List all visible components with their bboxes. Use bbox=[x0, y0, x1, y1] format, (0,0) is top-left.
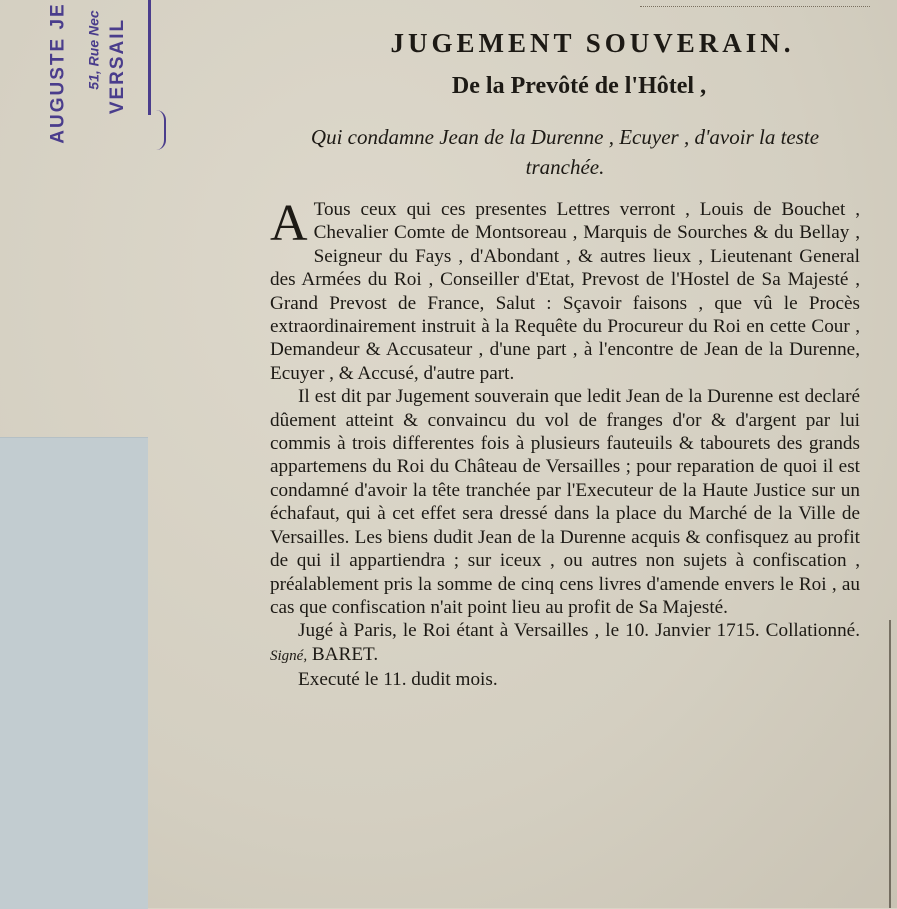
judged-text: Jugé à Paris, le Roi étant à Versailles , le 10. Janvier 1715. Collationné. bbox=[298, 620, 860, 642]
document-description: Qui condamne Jean de la Durenne , Ecuyer , d'avoir la teste tranchée. bbox=[310, 125, 820, 179]
stamp-line-2: 51, Rue Nec bbox=[85, 10, 102, 90]
judgement-date-line bbox=[270, 619, 860, 668]
document-subtitle: De la Prevôté de l'Hôtel , bbox=[451, 73, 707, 99]
document-body bbox=[270, 195, 860, 692]
stamp-line-3: VERSAIL bbox=[107, 17, 129, 115]
paragraph-1 bbox=[270, 195, 860, 385]
signer-name: BARET. bbox=[311, 643, 379, 665]
signed-label: Signé, bbox=[270, 647, 308, 664]
paragraph-2: Il est dit par Jugement souverain que ledit Jean de la Durenne est declaré dûement atteint & convaincu du vol de franges d'or & d'argent par lui commis à trois differentes fois à plusieurs fauteuils & tabourets des grands appartemens du Roi du Château de Versailles ; pour reparation de quoi il est condamné d'avoir la tête tranchée par l'Executeur de la Haute Justice sur un échafaut, qui à cet effet sera dressé dans la place du Marché de la Ville de Versailles. Les biens dudit Jean de la Durenne acquis & confisquez au profit de qui il appartiendra ; sur iceux , ou autres non sujets à confiscation , préalablement pris la somme de cinq cens livres d'amende envers le Roi , au cas que confiscation n'ait point lieu au profit de Sa Majesté. bbox=[270, 386, 860, 618]
page-edge-line bbox=[889, 620, 891, 908]
stamp-line-1: AUGUSTE JE bbox=[47, 2, 69, 144]
drop-cap: A bbox=[270, 195, 308, 252]
execution-note: Executé le 11. dudit mois. bbox=[298, 669, 498, 691]
paragraph-1-text: Tous ceux qui ces presentes Lettres verront , Louis de Bouchet , Chevalier Comte de Montsoreau , Marquis de Sourches & du Bellay , Seigneur du Fays , d'Abondant , & autres lieux , Lieutenant General des Armées du Roi , Conseiller d'Etat, Prevost de l'Hostel de Sa Majesté , Grand Prevost de France, Salut : Sçavoir faisons , que vû le Procès extraordinairement instruit à la Requête du Procureur du Roi en cette Cour , Demandeur & Accusateur , d'une part , à l'encontre de Jean de la Durenne, Ecuyer , & Accusé, d'autre part. bbox=[270, 199, 860, 384]
stamp-ink-stroke bbox=[148, 0, 151, 115]
document bbox=[270, 28, 860, 692]
document-title: JUGEMENT SOUVERAIN. bbox=[390, 28, 795, 58]
stamp-ink-hook bbox=[150, 110, 166, 150]
top-rule bbox=[640, 0, 870, 7]
blue-backing-card bbox=[0, 437, 148, 909]
